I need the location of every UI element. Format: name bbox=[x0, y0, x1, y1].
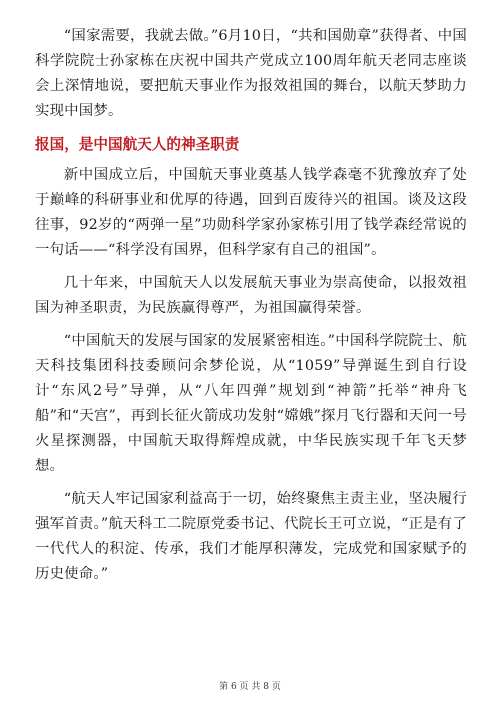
paragraph-qian-xuesen: 新中国成立后，中国航天事业奠基人钱学森毫不犹豫放弃了处于巅峰的科研事业和优厚的待遇，回到百废待兴的祖国。谈及这段往事，92岁的“两弹一星”功勋科学家孙家栋引用了钱学森经常说的一句话——“科学没有国界，但科学家有自己的祖国”。 bbox=[35, 167, 467, 258]
paragraph-mission: 几十年来，中国航天人以发展航天事业为崇高使命，以报效祖国为神圣职责，为民族赢得尊严，为祖国赢得荣誉。 bbox=[35, 275, 467, 316]
article-body bbox=[35, 24, 467, 595]
section-heading: 报国，是中国航天人的神圣职责 bbox=[35, 136, 240, 153]
paragraph-yu-menglun: “中国航天的发展与国家的发展紧密相连。”中国科学院院士、航天科技集团科技委顾问余梦伦说，从“1059”导弹诞生到自行设计“东风2号”导弹，从“八年四弹”规划到“神箭”托举“神舟飞船”和“天宫”，再到长征火箭成功发射“嫦娥”探月飞行器和天问一号火星探测器，中国航天取得辉煌成就，中华民族实现千年飞天梦想。 bbox=[35, 333, 467, 474]
page-number-footer: 第 6 页 共 8 页 bbox=[219, 682, 281, 692]
paragraph-intro: “国家需要，我就去做。”6月10日，“共和国勋章”获得者、中国科学院院士孙家栋在庆祝中国共产党成立100周年航天老同志座谈会上深情地说，要把航天事业作为报效祖国的舞台，以航天梦助力实现中国梦。 bbox=[35, 28, 467, 119]
paragraph-wang-keli: “航天人牢记国家利益高于一切，始终聚焦主责主业，坚决履行强军首责。”航天科工二院原党委书记、代院长王可立说，“正是有了一代代人的积淀、传承，我们才能厚积薄发，完成党和国家赋予的历史使命。” bbox=[35, 491, 467, 582]
